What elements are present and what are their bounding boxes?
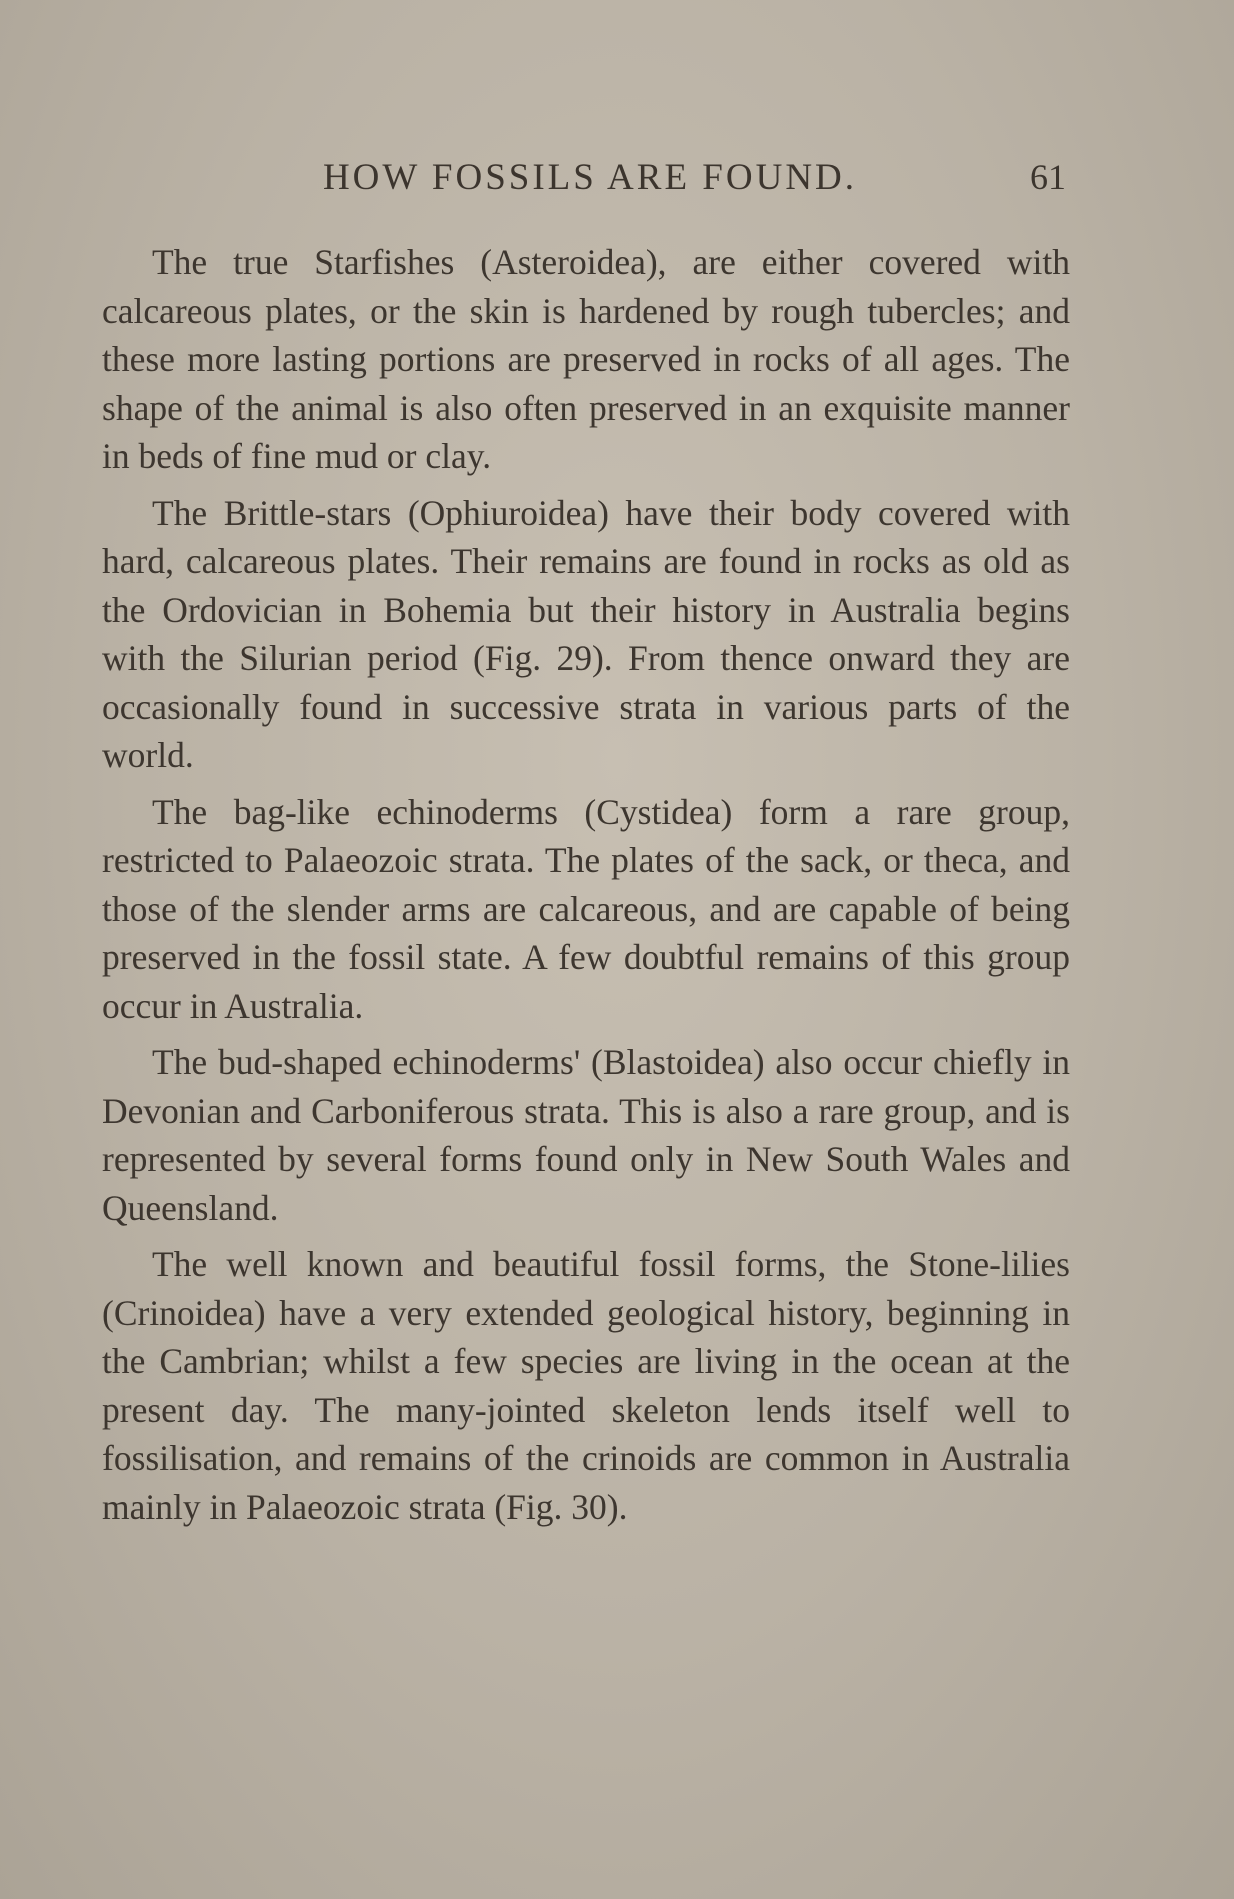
paragraph-brittle-stars: The Brittle-stars (Ophiuroidea) have their body covered with hard, calcareous plates. Their remains are found in rocks as old as the Ordovician in Bohemia but their history in Australia begins with the Silurian period (Fig. 29). From thence onward they are occasionally found in successive strata in various parts of the world. (102, 492, 1070, 775)
paragraph-cystidea: The bag-like echinoderms (Cystidea) form a rare group, restricted to Palaeozoic strata. The plates of the sack, or theca, and those of the slender arms are calcareous, and are capable of being preserved in the fossil state. A few doubtful remains of this group occur in Australia. (102, 791, 1070, 1026)
page-title: HOW FOSSILS ARE FOUND. (322, 157, 858, 198)
body-text (102, 238, 1070, 1539)
page-number: 61 (1030, 157, 1066, 197)
running-head (100, 156, 1080, 206)
paragraph-crinoidea: The well known and beautiful fossil forms, the Stone-lilies (Crinoidea) have a very extended geological history, beginning in the Cambrian; whilst a few species are living in the ocean at the present day. The many-jointed skeleton lends itself well to fossilisation, and remains of the crinoids are common in Australia mainly in Palaeozoic strata (Fig. 30). (102, 1244, 1070, 1527)
paragraph-starfishes: The true Starfishes (Asteroidea), are either covered with calcareous plates, or the skin is hardened by rough tubercles; and these more lasting portions are preserved in rocks of all ages. The shape of the animal is also often preserved in an exquisite manner in beds of fine mud or clay. (102, 242, 1070, 476)
paragraph-blastoidea: The bud-shaped echinoderms' (Blastoidea) also occur chiefly in Devonian and Carboniferous strata. This is also a rare group, and is represented by several forms found only in New South Wales and Queensland. (102, 1042, 1070, 1228)
